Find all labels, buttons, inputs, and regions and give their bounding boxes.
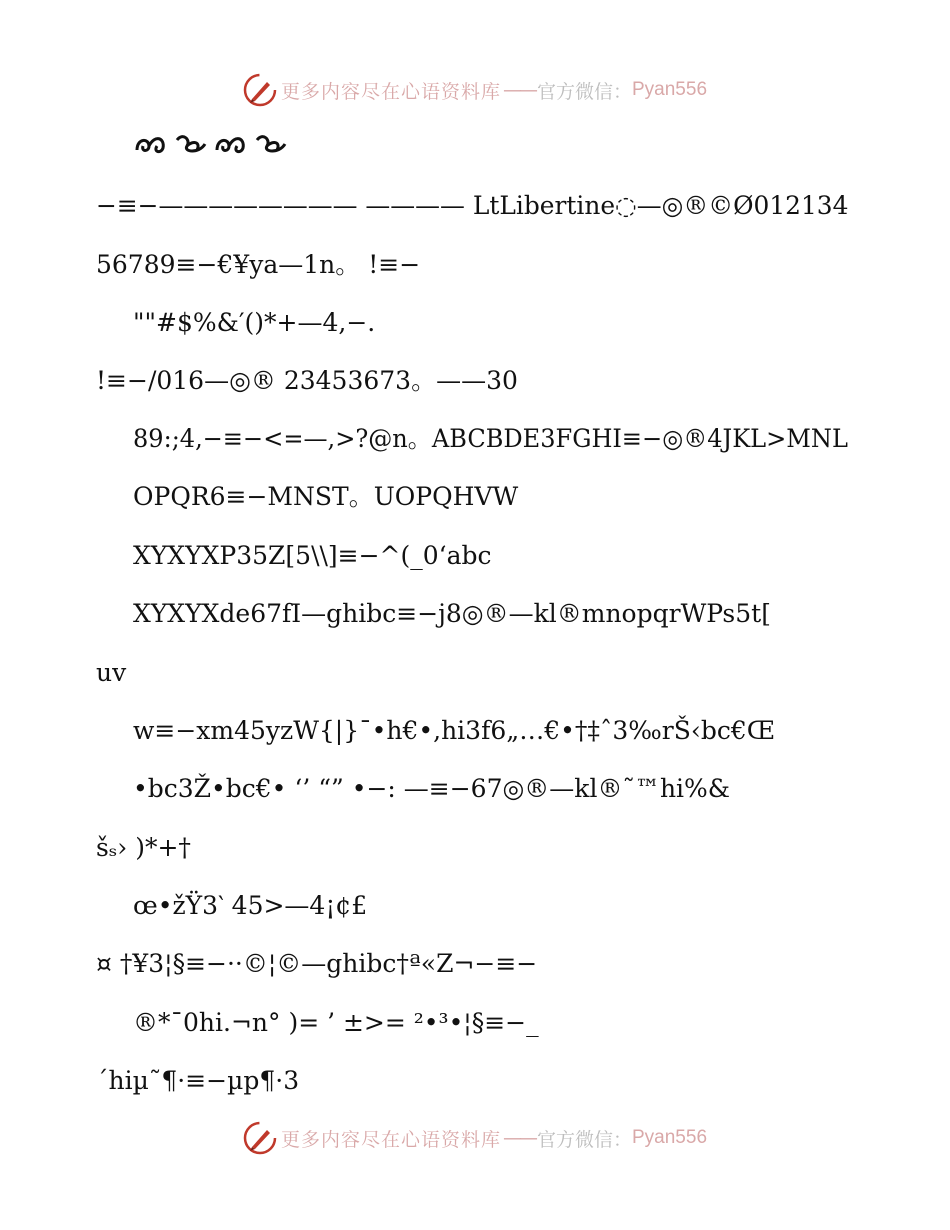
footer-separator: ——: [502, 1127, 535, 1149]
body-line: OPQR6≡−MNST。UOPQHVW: [133, 482, 519, 511]
quill-pen-logo-icon: [243, 1121, 277, 1155]
body-line: XYXYXP35Z[5\\]≡−^(_0‘abc: [133, 541, 492, 570]
body-line: XYXYXde67fI—ghibc≡−j8◎®—kl®mnopqrWPs5t[: [133, 599, 771, 628]
header-account: Pyan556: [632, 79, 708, 100]
body-line: šₛ› )*+†: [96, 833, 191, 862]
page-header: [0, 70, 950, 110]
ornament-row: [133, 130, 289, 160]
body-line: ¤ †¥3¦§≡−··©¦©—ghibc†ª«Z¬−≡−: [96, 949, 538, 978]
body-line: 56789≡−€¥ya—1n。 !≡−: [96, 250, 421, 279]
body-line: !≡−/016—◎® 23453673。——30: [96, 366, 518, 395]
header-title: 更多内容尽在心语资料库: [280, 80, 501, 103]
footer-label: 官方微信：: [536, 1128, 632, 1151]
body-line: •bc3Ž•bc€• ‘’ “” •−: —≡−67◎®—kl®˜™hi%&: [133, 774, 731, 803]
body-line: 89:;4,−≡−<=—,>?@n。ABCBDE3FGHI≡−◎®4JKL>MNL: [133, 424, 848, 453]
header-separator: ——: [502, 79, 535, 101]
scroll-ornament-icon: [253, 130, 289, 160]
body-line: −≡−———————— ———— LtLibertine◌—◎®©Ø012134: [96, 191, 849, 220]
page-footer: [0, 1118, 950, 1158]
body-line: ""#$%&′()*+—4,−.: [133, 308, 376, 337]
body-line: ®*¯0hi.¬n° )= ’ ±>= ²•³•¦§≡−_: [133, 1008, 539, 1037]
footer-title: 更多内容尽在心语资料库: [280, 1128, 501, 1151]
scroll-ornament-icon: [133, 130, 169, 160]
body-line: ´hiµ˜¶·≡−µp¶·3: [96, 1066, 300, 1095]
quill-pen-logo-icon: [243, 73, 277, 107]
header-label: 官方微信：: [536, 80, 632, 103]
footer-account: Pyan556: [632, 1127, 708, 1148]
scroll-ornament-icon: [213, 130, 249, 160]
body-line: uv: [96, 658, 127, 687]
body-line: œ•žŸ3‵ 45>—4¡¢£: [133, 891, 368, 920]
body-line: w≡−xm45yzW{|}¯•h€•,hi3f6„…€•†‡ˆ3‰rŠ‹bc€Œ: [133, 716, 776, 745]
scroll-ornament-icon: [173, 130, 209, 160]
